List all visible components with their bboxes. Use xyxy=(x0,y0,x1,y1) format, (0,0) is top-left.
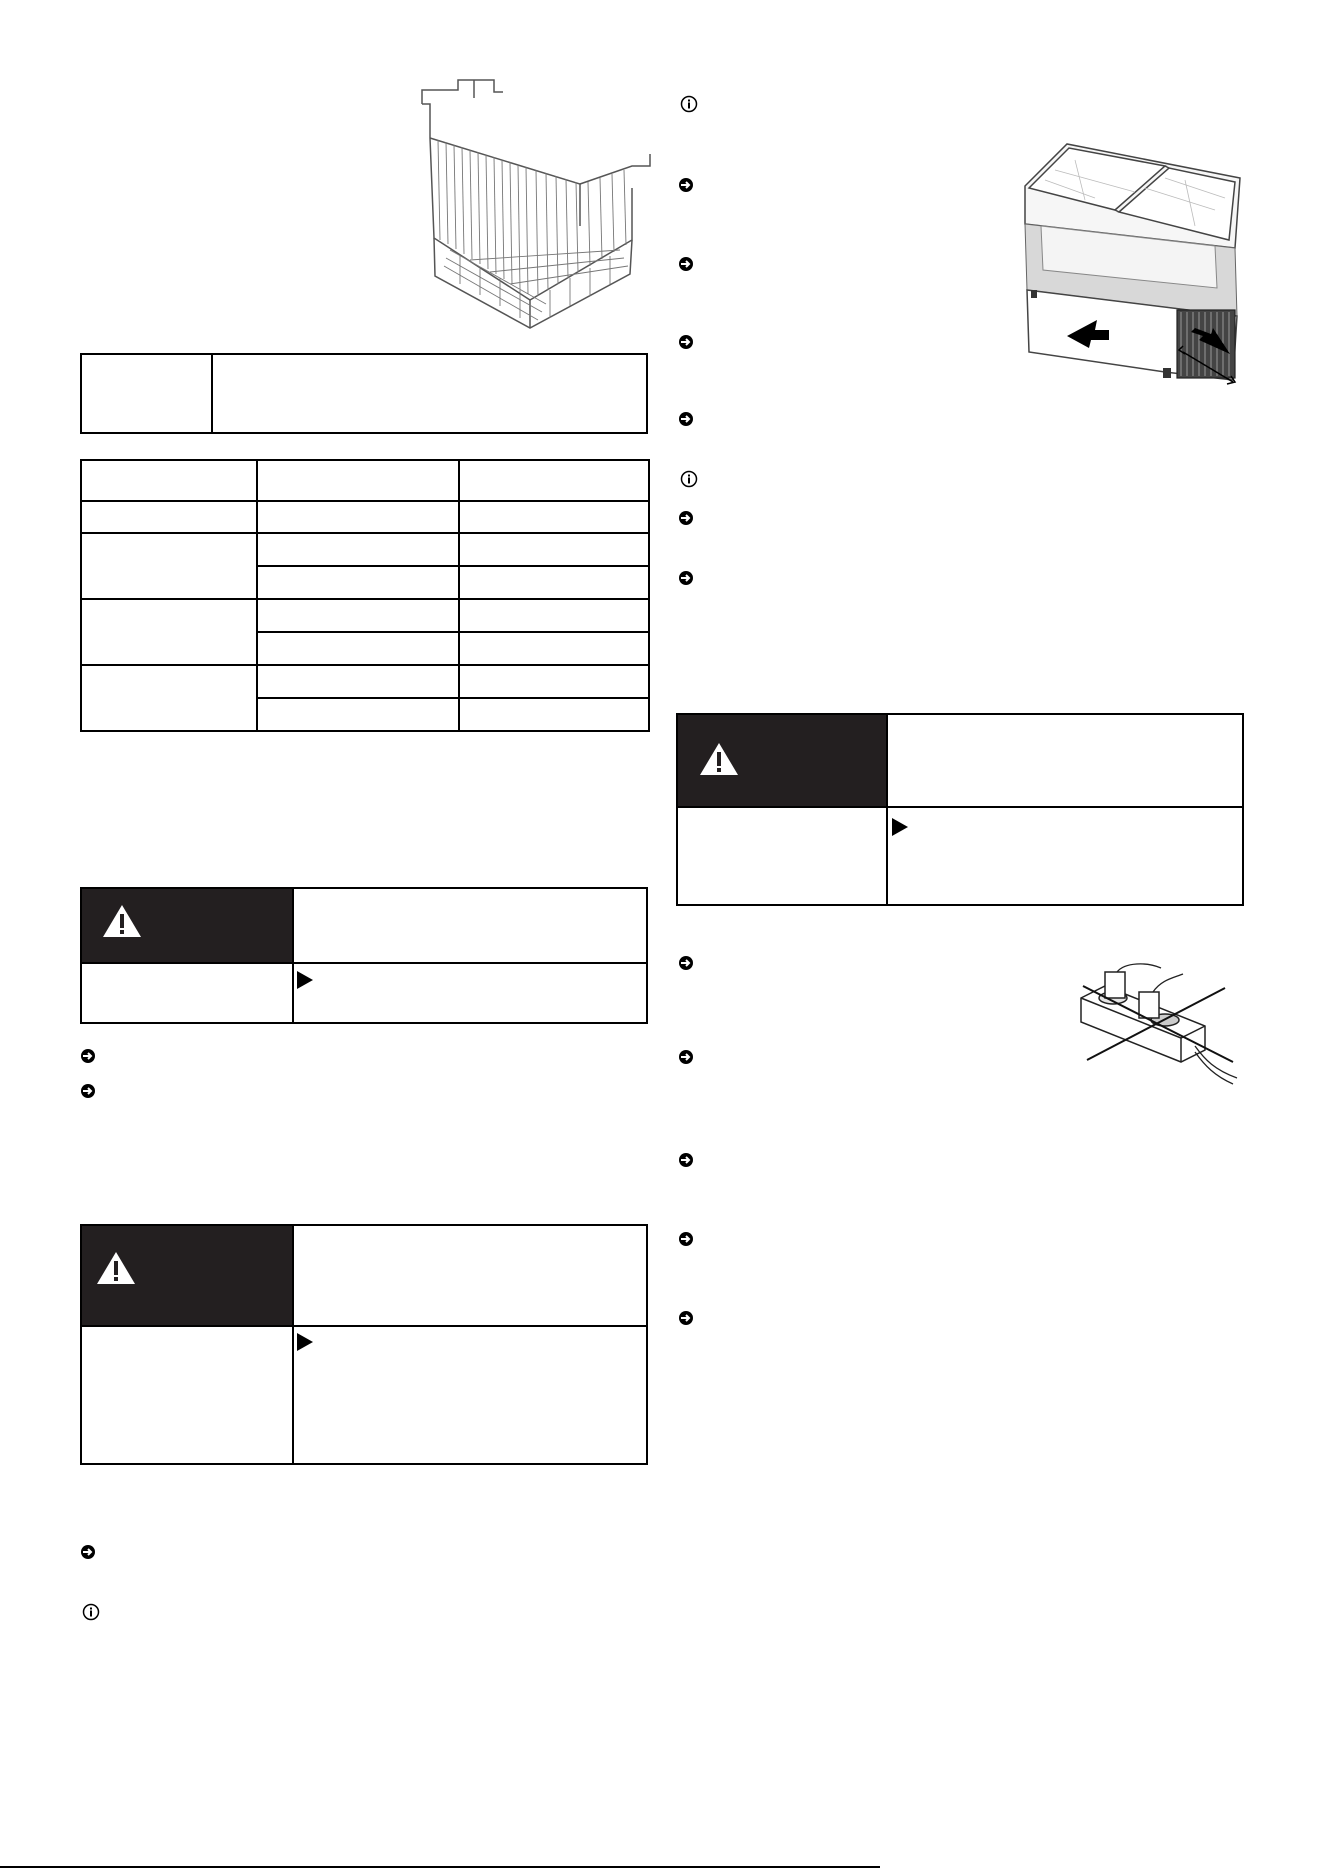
warning-divider-h xyxy=(82,1325,646,1327)
warning-triangle-icon xyxy=(101,903,143,939)
table-cell xyxy=(81,599,257,665)
warning-box-3 xyxy=(676,713,1244,906)
circle-arrow-icon xyxy=(80,1544,96,1560)
circle-arrow-icon xyxy=(678,1310,694,1326)
play-arrow-icon xyxy=(297,971,313,989)
spec-table xyxy=(80,459,650,732)
info-icon xyxy=(82,1603,100,1621)
table-row xyxy=(81,460,649,501)
footer-rule xyxy=(0,1866,880,1868)
table-cell xyxy=(81,501,257,533)
circle-arrow-icon xyxy=(678,1231,694,1247)
chest-freezer-illustration xyxy=(1015,140,1255,390)
circle-arrow-icon xyxy=(678,510,694,526)
table-cell xyxy=(459,566,649,599)
circle-arrow-icon xyxy=(678,256,694,272)
warning-divider-h xyxy=(678,806,1242,808)
table-cell xyxy=(459,665,649,698)
circle-arrow-icon xyxy=(80,1083,96,1099)
warning-triangle-icon xyxy=(95,1250,137,1286)
table-header-cell xyxy=(257,460,459,501)
circle-arrow-icon xyxy=(678,334,694,350)
play-arrow-icon xyxy=(892,818,908,836)
warning-box-1 xyxy=(80,887,648,1024)
warning-triangle-icon xyxy=(698,741,740,777)
circle-arrow-icon xyxy=(678,177,694,193)
multi-socket-crossed-illustration xyxy=(1065,960,1245,1095)
table-cell xyxy=(257,665,459,698)
table-cell xyxy=(81,665,257,731)
table-row xyxy=(81,501,649,533)
table-header-cell xyxy=(81,460,257,501)
table-row xyxy=(81,533,649,566)
table-cell xyxy=(257,533,459,566)
info-icon xyxy=(680,95,698,113)
table-cell xyxy=(257,599,459,632)
table-cell xyxy=(459,698,649,731)
table-cell xyxy=(257,501,459,533)
table-cell xyxy=(81,533,257,599)
warning-divider-v xyxy=(292,1226,294,1463)
warning-divider-v xyxy=(292,889,294,1022)
table-cell xyxy=(459,599,649,632)
warning-box-2 xyxy=(80,1224,648,1465)
circle-arrow-icon xyxy=(678,570,694,586)
table-cell xyxy=(459,501,649,533)
table-cell xyxy=(257,566,459,599)
play-arrow-icon xyxy=(297,1333,313,1351)
table-cell xyxy=(257,632,459,665)
table-cell xyxy=(257,698,459,731)
wire-basket-illustration xyxy=(410,78,660,333)
circle-arrow-icon xyxy=(678,1152,694,1168)
circle-arrow-icon xyxy=(80,1048,96,1064)
info-header-divider xyxy=(211,355,213,432)
table-row xyxy=(81,665,649,698)
info-icon xyxy=(680,470,698,488)
circle-arrow-icon xyxy=(678,1049,694,1065)
warning-divider-v xyxy=(886,715,888,904)
circle-arrow-icon xyxy=(678,411,694,427)
table-row xyxy=(81,599,649,632)
info-header-box xyxy=(80,353,648,434)
circle-arrow-icon xyxy=(678,955,694,971)
table-cell xyxy=(459,533,649,566)
table-cell xyxy=(459,632,649,665)
table-header-cell xyxy=(459,460,649,501)
warning-divider-h xyxy=(82,962,646,964)
